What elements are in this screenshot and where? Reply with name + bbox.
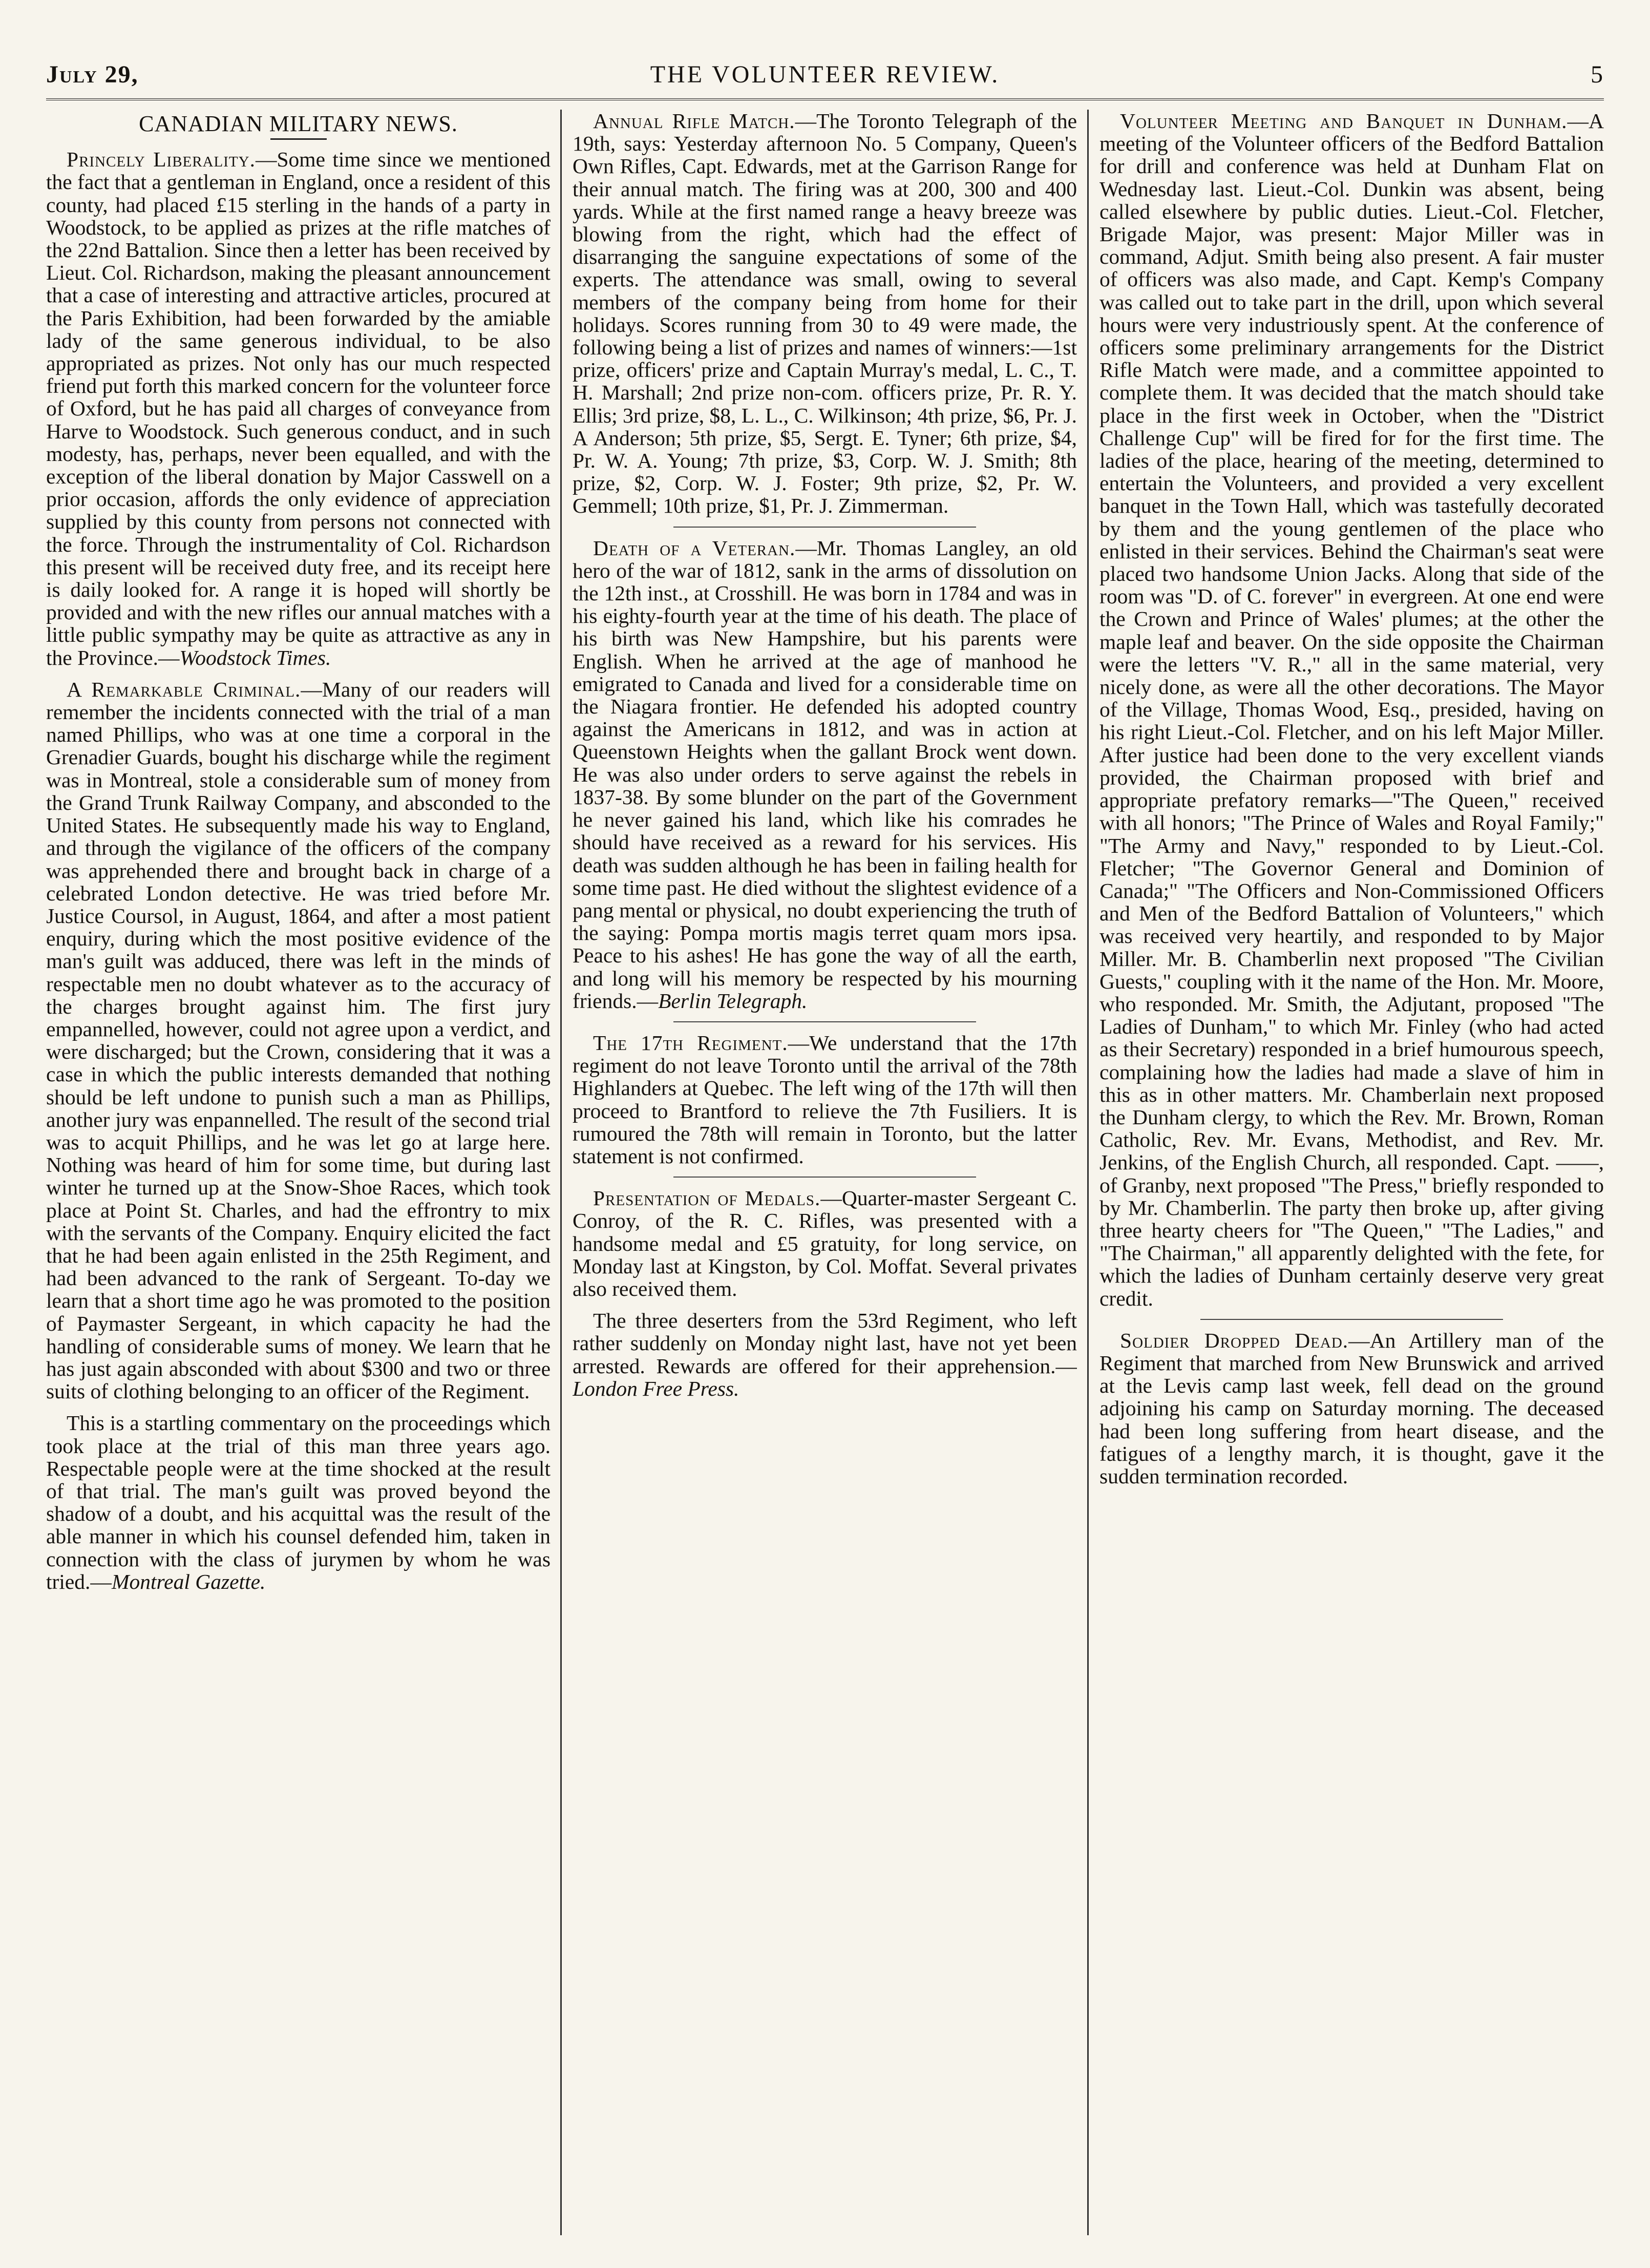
article-presentation-of-medals (573, 1187, 1077, 1300)
column-2 (573, 110, 1077, 2235)
article-volunteer-meeting-dunham (1099, 110, 1604, 1310)
article-credit: London Free Press. (573, 1376, 739, 1400)
article-body: —Many of our readers will remember the incidents connected with the trial of a man named Phillips, who was at one time a corporal in the Grenadier Guards, bought his discharge while the regiment was in Montreal, stole a considerable sum of money from the Grand Trunk Railway Company, and absconded to the United States. He subsequently made his way to England, and through the vigilance of the officers of the company was apprehended there and brought back in charge of a celebrated London detective. He was tried before Mr. Justice Coursol, in August, 1864, and after a most patient enquiry, during which the most positive evidence of the man's guilt was adduced, there was left in the minds of respectable men no doubt whatever as to the accuracy of the charges brought against him. The first jury empannelled, however, could not agree upon a verdict, and were discharged; but the Crown, considering that it was a case in which the public interests demanded that nothing should be left undone to punish such a man as Phillips, another jury was enpannelled. The result of the second trial was to acquit Phillips, and he was let go at large here. Nothing was heard of him for some time, but during last winter he turned up at the Snow-Shoe Races, which took place at Point St. Charles, and had the effrontry to mix with the servants of the Company. Enquiry elicited the fact that he had been again enlisted in the 25th Regiment, and had been advanced to the rank of Sergeant. To-day we learn that a short time ago he was promoted to the position of Paymaster Sergeant, in which capacity he had the handling of considerable sums of money. We learn that he has just again absconded with about $300 and two or three suits of clothing belonging to an officer of the Regiment. (46, 677, 551, 1403)
article-credit: Woodstock Times. (179, 645, 331, 669)
article-body: —Quarter-master Sergeant C. Conroy, of the R. C. Rifles, was presented with a handsome medal and £5 gratuity, for long service, on Monday last at Kingston, by Col. Moffat. Several privates also received them. (573, 1186, 1077, 1300)
article-body: —The Toronto Telegraph of the 19th, says: Yesterday afternoon No. 5 Company, Queen's Own Rifles, Capt. Edwards, met at the Garrison Range for their annual match. The firing was at 200, 300 and 400 yards. While at the first named range a heavy breeze was blowing from the right, which had the effect of disarranging the sanguine expectations of some of the experts. The attendance was small, owing to several members of the company being from home for their holidays. Scores running from 30 to 49 were made, the following being a list of prizes and names of winners:—1st prize, officers' prize and Captain Murray's medal, L. C., T. H. Marshall; 2nd prize non-com. officers prize, Pr. R. Y. Ellis; 3rd prize, $8, L. L., C. Wilkinson; 4th prize, $6, Pr. J. A Anderson; 5th prize, $5, Sergt. E. Tyner; 6th prize, $4, Pr. W. A. Young; 7th prize, $3, Corp. W. J. Smith; 8th prize, $2, Corp. W. J. Foster; 9th prize, $2, Pr. W. Gemmell; 10th prize, $1, Pr. J. Zimmerman. (573, 110, 1077, 518)
article-heading: A Remarkable Criminal. (67, 677, 301, 701)
journal-title: THE VOLUNTEER REVIEW. (650, 61, 1000, 88)
column-1 (46, 110, 551, 2235)
article-credit: Montreal Gazette. (111, 1569, 266, 1593)
article-princely-liberality (46, 148, 551, 669)
article-heading: Volunteer Meeting and Banquet in Dunham. (1120, 110, 1568, 133)
article-remarkable-criminal (46, 678, 551, 1403)
article-soldier-dropped-dead (1099, 1329, 1604, 1487)
article-17th-regiment (573, 1032, 1077, 1167)
article-heading: The 17th Regiment. (593, 1031, 788, 1055)
article-body: —A meeting of the Volunteer officers of the Bedford Battalion for drill and conference was held at Dunham Flat on Wednesday last. Lieut.-Col. Dunkin was absent, being called elsewhere by public duties. Lieut.-Col. Fletcher, Brigade Major, was present: Major Miller was in command, Adjut. Smith being also present. A fair muster of officers was also made, and Capt. Kemp's Company was called out to take part in the drill, upon which several hours were very industriously spent. At the conference of officers some preliminary arrangements for the District Rifle Match were made, and a committee appointed to complete them. It was decided that the match should take place in the first week in October, when the "District Challenge Cup" will be fired for for the first time. The ladies of the place, hearing of the meeting, determined to entertain the Volunteers, and provided a very excellent banquet in the Town Hall, which was tastefully decorated by them and the young gentlemen of the place who enlisted in their services. Behind the Chairman's seat were placed two handsome Union Jacks. Along that side of the room was "D. of C. forever" in evergreen. At one end were the Crown and Prince of Wales' plumes; at the other the maple leaf and beaver. On the side opposite the Chairman were the letters "V. R.," all in the same material, very nicely done, as were all the other decorations. The Mayor of the Village, Thomas Wood, Esq., presided, having on his right Lieut.-Col. Fletcher, and on his left Major Miller. After justice had been done to the very excellent viands provided, the Chairman proposed with brief and appropriate prefatory remarks—"The Queen," received with all honors; "The Prince of Wales and Royal Family;" "The Army and Navy," responded to by Lieut.-Col. Fletcher; "The Governor General and Dominion of Canada;" "The Officers and Non-Commissioned Officers and Men of the Bedford Battalion of Volunteers," which was received very heartily, and responded to by Major Miller. Mr. B. Chamberlin next proposed "The Civilian Guests," coupling with it the name of the Hon. Mr. Moore, who responded. Mr. Smith, the Adjutant, proposed "The Ladies of Dunham," to which Mr. Finley (who had acted as their Secretary) responded in a brief humourous speech, complaining how the ladies had made a slave of him in this as in other matters. Mr. Chamberlain next proposed the Dunham clergy, to which the Rev. Mr. Brown, Roman Catholic, Rev. Mr. Evans, Methodist, and Rev. Mr. Jenkins, of the English Church, all responded. Capt. ——, of Granby, next proposed "The Press," briefly responded to by Mr. Chamberlin. The party then broke up, after giving three hearty cheers for "The Queen," "The Ladies," and "The Chairman," all apparently delighted with the fete, for which the ladies of Dunham certainly deserve very great credit. (1099, 110, 1604, 1310)
running-head (46, 60, 1604, 96)
issue-date: July 29, (46, 61, 139, 88)
article-body: This is a startling commentary on the proceedings which took place at the trial of this man three years ago. Respectable people were at the time shocked at the result of that trial. The man's guilt was proved beyond the shadow of a doubt, and his acquittal was the result of the able manner in which his counsel defended him, taken in connection with the class of jurymen by whom he was tried.— (46, 1411, 551, 1593)
article-body: The three deserters from the 53rd Regiment, who left rather suddenly on Monday night last, have not yet been arrested. Rewards are offered for their apprehension.— (573, 1309, 1077, 1378)
article-heading: Soldier Dropped Dead. (1120, 1328, 1349, 1352)
article-heading: Presentation of Medals. (593, 1186, 821, 1210)
article-body: —Some time since we mentioned the fact that a gentleman in England, once a resident of this county, had placed £15 sterling in the hands of a party in Woodstock, to be applied as prizes at the rifle matches of the 22nd Battalion. Since then a letter has been received by Lieut. Col. Richardson, making the pleasant announcement that a case of interesting and attractive articles, procured at the Paris Exhibition, had been forwarded by the amiable lady of the same generous individual, to be also appropriated as prizes. Not only has our much respected friend put forth this marked concern for the volunteer force of Oxford, but he has paid all charges of conveyance from Harve to Woodstock. Such generous conduct, and in such modesty, has, perhaps, never been equalled, and with the exception of the liberal donation by Major Casswell on a prior occasion, affords the only evidence of appreciation supplied by this county from persons not connected with the force. Through the instrumentality of Col. Richardson this present will be received duty free, and its receipt here is daily looked for. A range it is hoped will shortly be provided and with the new rifles our annual matches with a little public sympathy may be quite as attractive as any in the Province.— (46, 148, 551, 669)
article-credit: Berlin Telegraph. (658, 989, 808, 1013)
article-separator (673, 1021, 976, 1022)
article-body: —An Artillery man of the Regiment that marched from New Brunswick and arrived at the Levis camp last week, fell dead on the ground adjoining his camp on Saturday morning. The deceased had been long suffering from heart disease, and the fatigues of a lengthy march, it is thought, gave it the sudden termination recorded. (1099, 1328, 1604, 1488)
article-death-of-a-veteran (573, 537, 1077, 1012)
column-divider (1087, 110, 1089, 2235)
section-title: CANADIAN MILITARY NEWS. (139, 111, 458, 136)
article-deserters (573, 1309, 1077, 1400)
article-annual-rifle-match (573, 110, 1077, 517)
article-heading: Death of a Veteran. (593, 536, 796, 560)
column-3 (1099, 110, 1604, 2235)
article-body: —We understand that the 17th regiment do not leave Toronto until the arrival of the 78th Highlanders at Quebec. The left wing of the 17th will then proceed to Brantford to relieve the 7th Fusiliers. It is rumoured the 78th will remain in Toronto, but the latter statement is not confirmed. (573, 1031, 1077, 1168)
header-rule (46, 98, 1604, 100)
article-separator (673, 1177, 976, 1178)
article-separator (673, 527, 976, 528)
article-body: —Mr. Thomas Langley, an old hero of the war of 1812, sank in the arms of dissolution on the 12th inst., at Crosshill. He was born in 1784 and was in his eighty-fourth year at the time of his death. The place of his birth was New Hampshire, but his parents were English. When he arrived at the age of manhood he emigrated to Canada and lived for a considerable time on the Niagara frontier. He defended his adopted country against the Americans in 1812, and was in action at Queenstown Heights when the gallant Brock went down. He was also under orders to serve against the rebels in 1837-38. By some blunder on the part of the Government he never gained his land, which like his comrades he should have received as a reward for his services. His death was sudden although he has been in failing health for some time past. He died without the slightest evidence of a pang mental or physical, no doubt experiencing the truth of the saying: Pompa mortis magis terret quam mors ipsa. Peace to his ashes! He has gone the way of all the earth, and long will his memory be respected by his mourning friends.— (573, 536, 1077, 1013)
article-remarkable-criminal-comment (46, 1412, 551, 1593)
article-heading: Princely Liberality. (67, 148, 256, 172)
article-heading: Annual Rifle Match. (593, 110, 795, 133)
section-title-rule (270, 138, 327, 140)
column-divider (560, 110, 562, 2235)
page-number: 5 (1591, 61, 1604, 88)
article-separator (1200, 1319, 1503, 1320)
